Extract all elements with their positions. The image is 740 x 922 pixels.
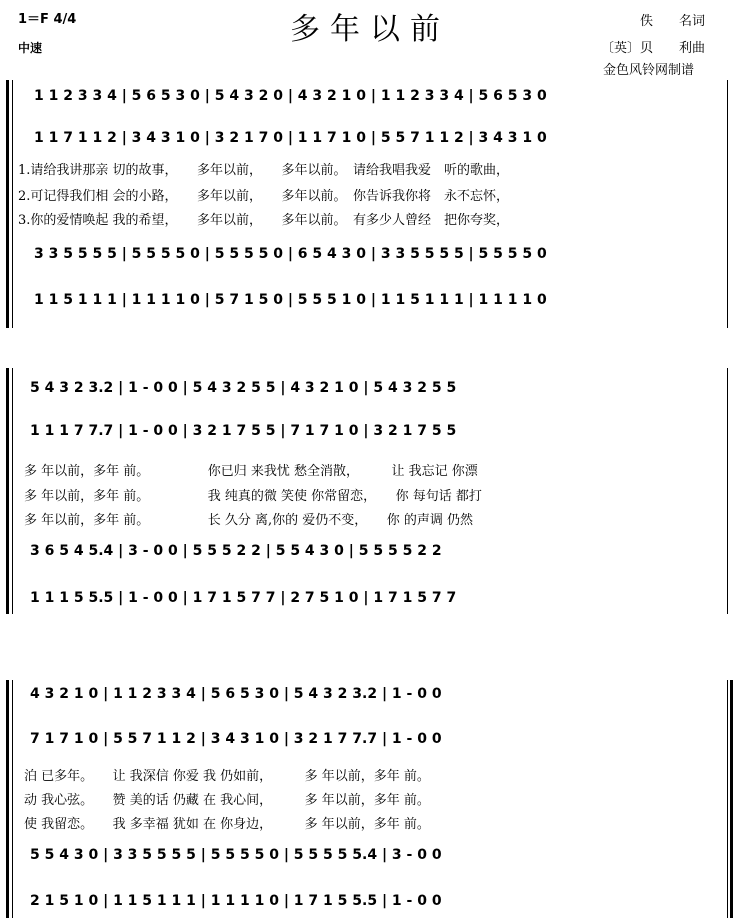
lyric-verse-1: 泊 已多年。 让 我深信 你爱 我 仍如前， 多 年以前，多年 前。 xyxy=(24,769,430,784)
voice-4-staff: 1 1 5 1 1 1 | 1 1 1 1 0 | 5 7 1 5 0 | 5 5 5 1 0 | 1 1 5 1 1 1 | 1 1 1 1 0 xyxy=(34,292,547,308)
voice-1-staff: 4 3 2 1 0 | 1 1 2 3 3 4 | 5 6 5 3 0 | 5 4 3 2 3.2 | 1 - 0 0 xyxy=(30,686,442,702)
system-line xyxy=(12,80,13,328)
system-line xyxy=(12,680,13,918)
lyric-verse-1: 多 年以前，多年 前。 你已归 来我忧 愁全消散， 让 我忘记 你漂 xyxy=(24,464,478,479)
voice-3-staff: 3 3 5 5 5 5 | 5 5 5 5 0 | 5 5 5 5 0 | 6 5 4 3 0 | 3 3 5 5 5 5 | 5 5 5 5 0 xyxy=(34,246,547,262)
system-bracket xyxy=(6,80,9,328)
system-bracket xyxy=(6,680,9,918)
lyricist-credit: 佚 名词 xyxy=(640,14,706,29)
lyric-verse-3: 多 年以前，多年 前。 长 久分 离,你的 爱仍不变， 你 的声调 仍然 xyxy=(24,513,474,528)
voice-4-staff: 1 1 1 5 5.5 | 1 - 0 0 | 1 7 1 5 7 7 | 2 7 5 1 0 | 1 7 1 5 7 7 xyxy=(30,590,457,606)
final-bar-line-thin xyxy=(727,680,728,918)
voice-3-staff: 5 5 4 3 0 | 3 3 5 5 5 5 | 5 5 5 5 0 | 5 5 5 5 5.4 | 3 - 0 0 xyxy=(30,847,442,863)
voice-2-staff: 1 1 1 7 7.7 | 1 - 0 0 | 3 2 1 7 5 5 | 7 1 7 1 0 | 3 2 1 7 5 5 xyxy=(30,423,457,439)
final-bar-line-thick xyxy=(730,680,733,918)
voice-2-staff: 7 1 7 1 0 | 5 5 7 1 1 2 | 3 4 3 1 0 | 3 2 1 7 7.7 | 1 - 0 0 xyxy=(30,731,442,747)
lyric-verse-2: 动 我心弦。 赞 美的话 仍藏 在 我心间， 多 年以前，多年 前。 xyxy=(24,793,430,808)
system-bracket xyxy=(6,368,9,614)
voice-2-staff: 1 1 7 1 1 2 | 3 4 3 1 0 | 3 2 1 7 0 | 1 1 7 1 0 | 5 5 7 1 1 2 | 3 4 3 1 0 xyxy=(34,130,547,146)
lyric-verse-1: 1.请给我讲那亲 切的故事， 多年以前， 多年以前。 请给我唱我爱 听的歌曲， xyxy=(18,163,510,178)
bar-line xyxy=(727,80,728,328)
lyric-verse-2: 多 年以前，多年 前。 我 纯真的微 笑使 你常留恋， 你 每句话 都打 xyxy=(24,489,482,504)
tempo-marking: 中速 xyxy=(18,41,43,55)
composer-credit: 〔英〕贝 利曲 xyxy=(601,41,706,56)
lyric-verse-3: 使 我留恋。 我 多幸福 犹如 在 你身边， 多 年以前，多年 前。 xyxy=(24,817,430,832)
voice-1-staff: 1 1 2 3 3 4 | 5 6 5 3 0 | 5 4 3 2 0 | 4 3 2 1 0 | 1 1 2 3 3 4 | 5 6 5 3 0 xyxy=(34,88,547,104)
arranger-credit: 金色风铃网制谱 xyxy=(603,63,695,78)
voice-4-staff: 2 1 5 1 0 | 1 1 5 1 1 1 | 1 1 1 1 0 | 1 7 1 5 5.5 | 1 - 0 0 xyxy=(30,893,442,909)
key-signature: 1＝F 4/4 xyxy=(18,12,77,27)
bar-line xyxy=(727,368,728,614)
voice-3-staff: 3 6 5 4 5.4 | 3 - 0 0 | 5 5 5 2 2 | 5 5 4 3 0 | 5 5 5 5 2 2 xyxy=(30,543,442,559)
voice-1-staff: 5 4 3 2 3.2 | 1 - 0 0 | 5 4 3 2 5 5 | 4 3 2 1 0 | 5 4 3 2 5 5 xyxy=(30,380,457,396)
lyric-verse-3: 3.你的爱情唤起 我的希望， 多年以前， 多年以前。 有多少人曾经 把你夸奖， xyxy=(18,213,510,228)
system-line xyxy=(12,368,13,614)
song-title: 多年以前 xyxy=(290,12,450,47)
lyric-verse-2: 2.可记得我们相 会的小路， 多年以前， 多年以前。 你告诉我你将 永不忘怀， xyxy=(18,189,510,204)
